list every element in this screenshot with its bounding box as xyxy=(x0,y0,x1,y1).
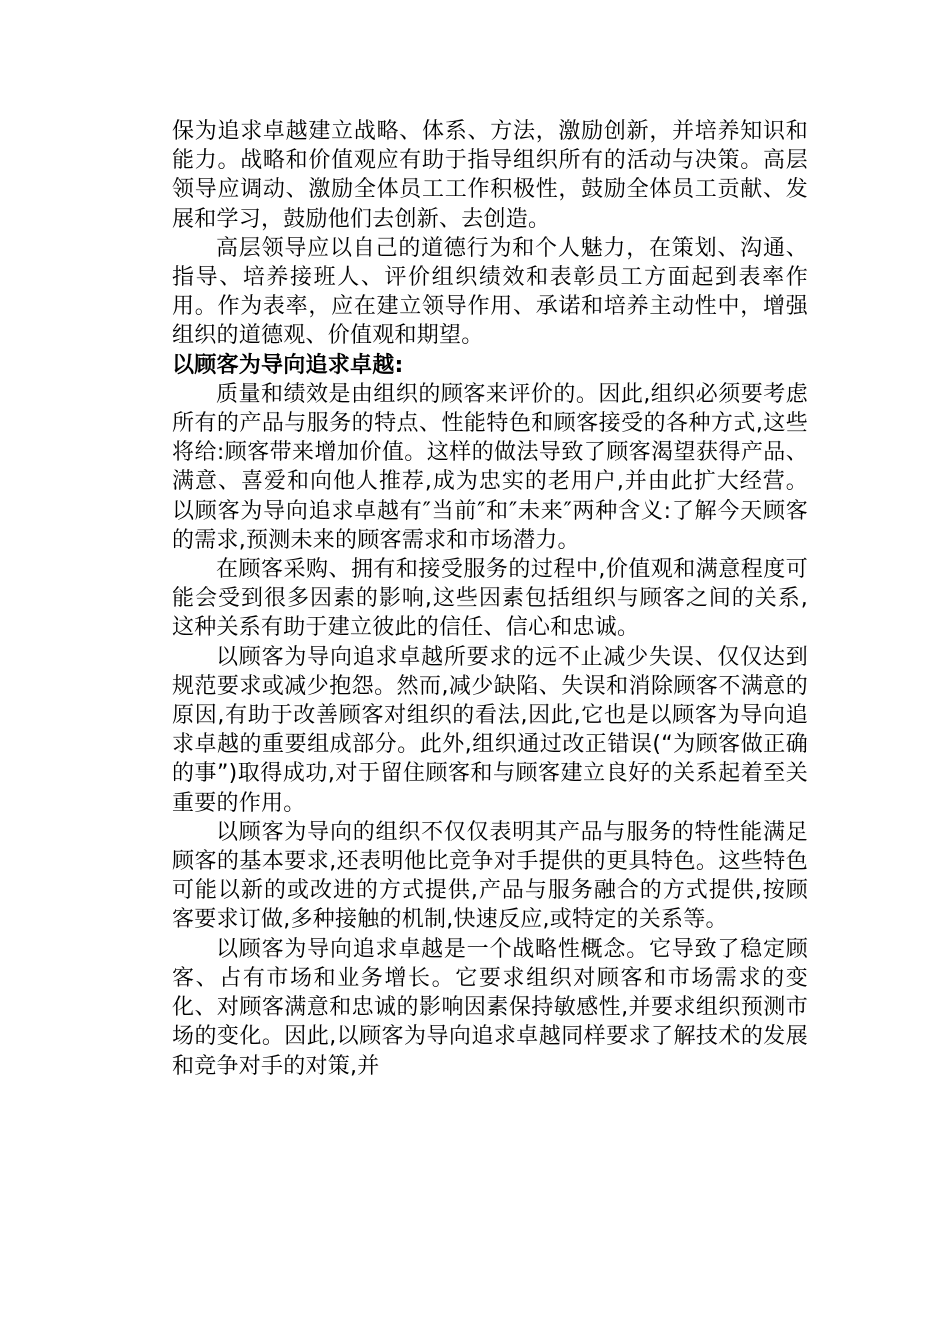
paragraph: 以顾客为导向的组织不仅仅表明其产品与服务的特性能满足顾客的基本要求,还表明他比竞争对手提供的更具特色。这些特色可能以新的或改进的方式提供,产品与服务融合的方式提供,按顾客要求订做,多种接触的机制,快速反应,或特定的关系等。 xyxy=(172,819,808,933)
paragraph: 高层领导应以自己的道德行为和个人魅力，在策划、沟通、指导、培养接班人、评价组织绩效和表彰员工方面起到表率作用。作为表率，应在建立领导作用、承诺和培养主动性中，增强组织的道德观、价值观和期望。 xyxy=(172,235,808,349)
document-page xyxy=(172,117,808,1081)
paragraph: 在顾客采购、拥有和接受服务的过程中,价值观和满意程度可能会受到很多因素的影响,这些因素包括组织与顾客之间的关系,这种关系有助于建立彼此的信任、信心和忠诚。 xyxy=(172,557,808,641)
paragraph: 以顾客为导向追求卓越是一个战略性概念。它导致了稳定顾客、占有市场和业务增长。它要求组织对顾客和市场需求的变化、对顾客满意和忠诚的影响因素保持敏感性,并要求组织预测市场的变化。因此,以顾客为导向追求卓越同样要求了解技术的发展和竞争对手的对策,并 xyxy=(172,936,808,1079)
paragraph-continued: 保为追求卓越建立战略、体系、方法，激励创新，并培养知识和能力。战略和价值观应有助于指导组织所有的活动与决策。高层领导应调动、激励全体员工工作积极性，鼓励全体员工贡献、发展和学习，鼓励他们去创新、去创造。 xyxy=(172,119,808,232)
section-heading: 以顾客为导向追求卓越: xyxy=(172,352,404,378)
paragraph: 质量和绩效是由组织的顾客来评价的。因此,组织必须要考虑所有的产品与服务的特点、性能特色和顾客接受的各种方式,这些将给:顾客带来增加价值。这样的做法导致了顾客渴望获得产品、满意、喜爱和向他人推荐,成为忠实的老用户,并由此扩大经营。以顾客为导向追求卓越有″当前″和″未来″两种含义:了解今天顾客的需求,预测未来的顾客需求和市场潜力。 xyxy=(172,381,808,553)
paragraph: 以顾客为导向追求卓越所要求的远不止减少失误、仅仅达到规范要求或减少抱怨。然而,减少缺陷、失误和消除顾客不满意的原因,有助于改善顾客对组织的看法,因此,它也是以顾客为导向追求卓越的重要组成部分。此外,组织通过改正错误(“为顾客做正确的事”)取得成功,对于留住顾客和与顾客建立良好的关系起着至关重要的作用。 xyxy=(172,644,808,816)
